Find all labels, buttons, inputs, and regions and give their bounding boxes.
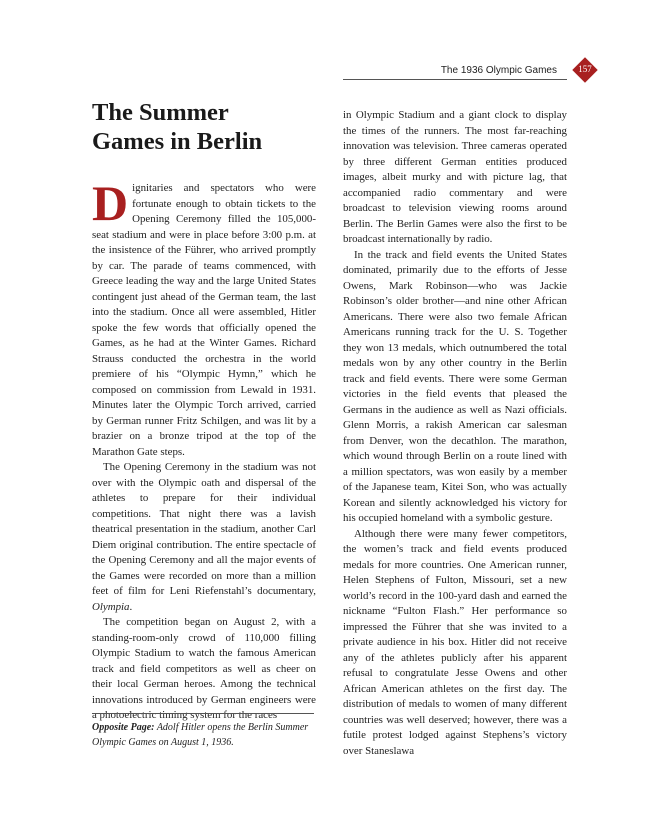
running-head — [343, 62, 567, 80]
page-number: 157 — [578, 64, 592, 74]
paragraph: Although there were many fewer competitors, the women’s track and field events produced medals for more countries. One American runner, Helen Stephens of Fulton, Missouri, set a new world’s record in the 100-yard dash and earned the nickname “Fulton Flash.” Her performance so impressed the Führer that she was invited to a private audience in his box. Hitler did not receive any of the athletes publicly after his apparent refusal to congratulate Jesse Owens and other African American athletes on the first day. The distribution of medals to women of many different countries was well deserved; however, there was a futile protest lodged against Stephens’s victory over Staneslawa — [343, 527, 567, 757]
paragraph-end: . — [129, 600, 133, 613]
page-number-badge — [573, 58, 597, 82]
paragraph — [92, 175, 316, 460]
title-line-2: Games in Berlin — [92, 128, 263, 155]
paragraph — [92, 460, 316, 615]
article-title — [92, 98, 322, 156]
drop-cap: D — [92, 175, 129, 231]
paragraph-text: The competition began on August 2, with a standing-room-only crowd of 110,000 filling Olympic Stadium to watch the famous American track and field competitors as well as cheer on their local German heroes. Among the technical innovations introduced by German engineers were a photoelectric timing system for the races — [92, 616, 316, 721]
caption-text: Adolf Hitler opens the Berlin Summer Olympic Games on August 1, 1936. — [92, 722, 309, 748]
paragraph: in Olympic Stadium and a giant clock to display the times of the runners. The most far-reaching innovation was television. Three cameras operated by three different German entities produced images, albeit murky and with picture lag, that accompanied radio commentary and were broadcast to television viewing rooms around Berlin. The Berlin Games were also the first to be broadcast internationally by radio. — [343, 109, 567, 245]
film-title: Olympia — [92, 600, 130, 613]
paragraph-text: The Opening Ceremony in the stadium was not over with the Olympic oath and dispersal of the athletes to prepare for their individual competitions. That night there was a lavish theatrical presentation in the stadium, another Carl Diem original contribution. The entire spectacle of the Opening Ceremony and all the major events of the Games were recorded on more than a million feet of film for Leni Riefenstahl’s documentary, — [92, 461, 316, 597]
caption-label: Opposite Page: — [92, 722, 155, 733]
title-line-1: The Summer — [92, 99, 229, 126]
paragraph-text: ignitaries and spectators who were fortunate enough to obtain tickets to the Opening Ceremony filled the 105,000-seat stadium and were in place before 3:00 p.m. at the insistence of the Führer, who arrived promptly by car. The parade of teams commenced, with Greece leading the way and the large United States contingent just ahead of the German team, the last into the stadium. Once all were assembled, Hitler spoke the few words that officially opened the Games, as he had at the Winter Games. Richard Strauss conducted the orchestra in the world premiere of his “Olympic Hymn,” which he composed on commission from Lewald in 1931. Minutes later the Olympic Torch arrived, carried by German runner Fritz Schilgen, and was lit by a brazier on a bronze tripod at the top of the Marathon Gate steps. — [92, 182, 316, 458]
right-column — [343, 108, 567, 759]
running-title: The 1936 Olympic Games — [440, 65, 557, 76]
photo-caption — [92, 720, 320, 750]
paragraph: In the track and field events the United States dominated, primarily due to the efforts of Jesse Owens, Mark Robinson—who was Jackie Robinson’s older brother—and nine other African Americans. There were also two female African Americans running track for the U. S. Together they won 13 medals, which outnumbered the total medals won by any other country in the Berlin track and field events. There were some German victories in the field events that pleased the Germans in the audience as well as Nazi officials. Glenn Morris, a rakish American car salesman from Denver, won the decathlon. The marathon, which wound through Berlin on a route lined with a million spectators, was won easily by a member of the Japanese team, Kitei Son, who was actually Korean and silently acknowledged his victory for his occupied homeland with a symbolic gesture. — [343, 248, 567, 524]
left-column — [92, 175, 316, 724]
caption-rule — [92, 713, 314, 714]
paragraph — [92, 615, 316, 724]
